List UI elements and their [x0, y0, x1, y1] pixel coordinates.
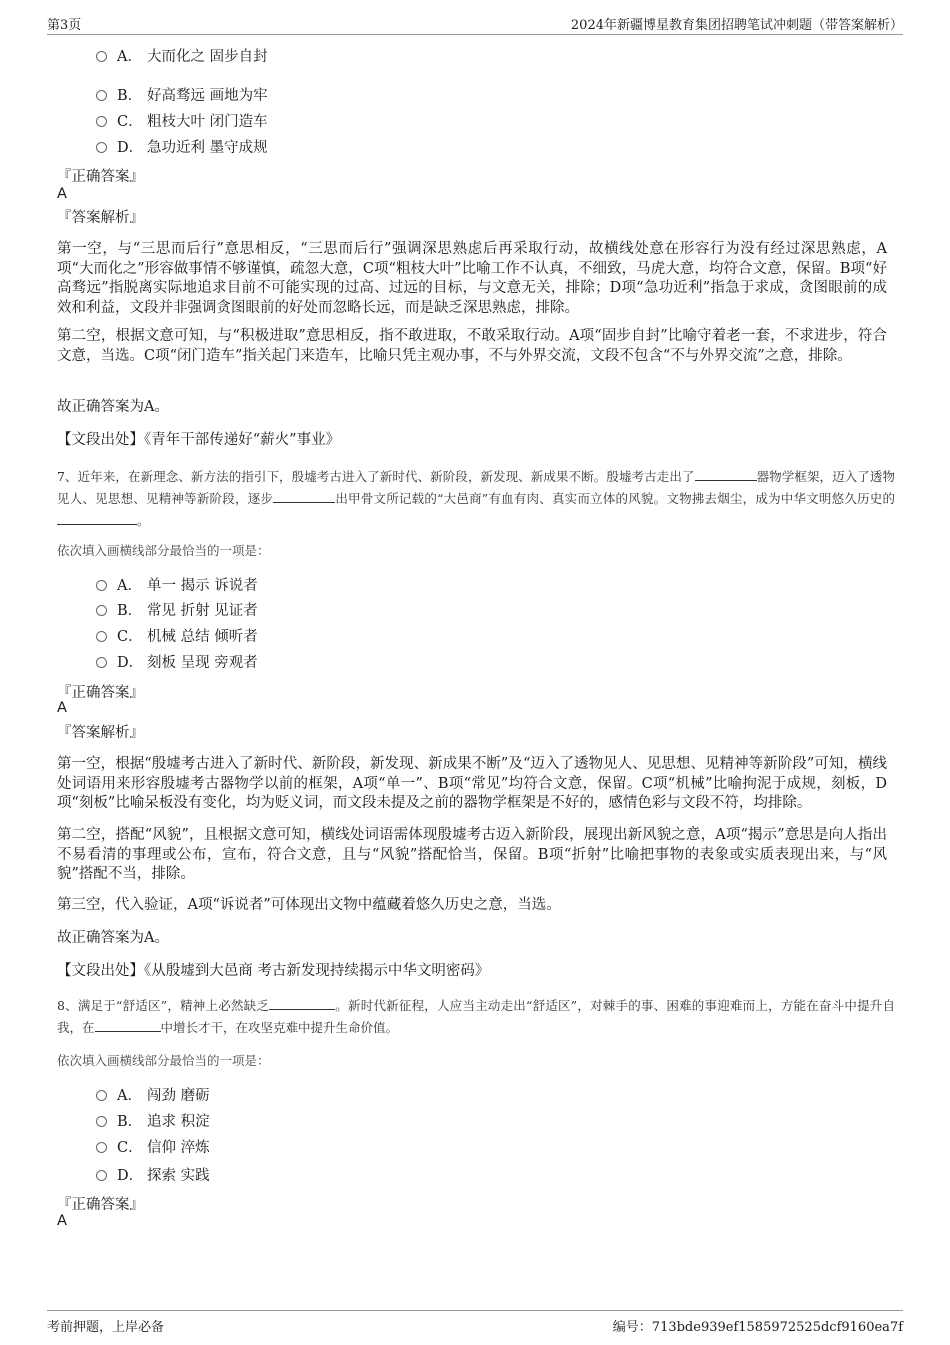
q6-answer-label: 『正确答案』: [57, 169, 144, 185]
page-header: [47, 12, 903, 35]
document-id: 编号：713bde939ef1585972525dcf9160ea7f: [612, 1320, 903, 1335]
blank-2[interactable]: [95, 1019, 161, 1032]
q7-analysis-para-1: 第一空，根据“殷墟考古进入了新时代、新阶段，新发现、新成果不断”及“迈入了透物见人、见思想、见精神等新阶段”可知，横线处词语用来形容殷墟考古器物学以前的框架，A项“单一”、B项“常见”均符合文意，保留。C项“机械”比喻拘泥于成规，刻板，D项“刻板”比喻呆板没有变化，均为贬义词，而文段未提及之前的器物学框架是不好的，感情色彩与文段不符，均排除。: [57, 756, 887, 811]
blank-2[interactable]: [273, 490, 335, 503]
q6-analysis-label: 『答案解析』: [57, 210, 144, 226]
q7-answer: A: [57, 700, 67, 716]
q7-option-a[interactable]: A． 单一 揭示 诉说者: [96, 576, 258, 596]
q6-analysis-conclusion: 故正确答案为A。: [57, 399, 169, 415]
q6-option-c[interactable]: C． 粗枝大叶 闭门造车: [96, 112, 268, 132]
q7-option-c[interactable]: C． 机械 总结 倾听者: [96, 627, 258, 647]
q7-source: 【文段出处】《从殷墟到大邑商 考古新发现持续揭示中华文明密码》: [57, 963, 490, 979]
q7-analysis-para-2: 第二空，搭配“风貌”，且根据文意可知，横线处词语需体现殷墟考古迈入新阶段，展现出新风貌之意，A项“揭示”意思是向人指出不易看清的事理或公布，宣布，符合文意，且与“风貌”搭配恰当，保留。B项“折射”比喻把事物的表象或实质表现出来，与“风貌”搭配不当，排除。: [57, 827, 887, 882]
radio-icon[interactable]: [96, 116, 107, 127]
q6-source: 【文段出处】《青年干部传递好“薪火”事业》: [57, 432, 341, 448]
blank-1[interactable]: [695, 468, 757, 481]
radio-icon[interactable]: [96, 580, 107, 591]
q7-analysis-conclusion: 故正确答案为A。: [57, 930, 169, 946]
q8-instruction: 依次填入画横线部分最恰当的一项是：: [57, 1053, 270, 1068]
q8-answer-label: 『正确答案』: [57, 1197, 144, 1213]
q6-analysis-para-2: 第二空，根据文意可知，与“积极进取”意思相反，指不敢进取，不敢采取行动。A项“固步自封”比喻守着老一套，不求进步，符合文意，当选。C项“闭门造车”指关起门来造车，比喻只凭主观办事，不与外界交流，文段不包含“不与外界交流”之意，排除。: [57, 328, 887, 364]
radio-icon[interactable]: [96, 631, 107, 642]
q7-answer-label: 『正确答案』: [57, 685, 144, 701]
radio-icon[interactable]: [96, 51, 107, 62]
footer-slogan: 考前押题，上岸必备: [47, 1320, 165, 1335]
blank-3[interactable]: [57, 512, 137, 525]
q6-option-b[interactable]: B． 好高骛远 画地为牢: [96, 86, 268, 106]
radio-icon[interactable]: [96, 605, 107, 616]
q8-option-b[interactable]: B． 追求 积淀: [96, 1112, 210, 1132]
q8-stem: 8、满足于“舒适区”，精神上必然缺乏 。新时代新征程，人应当主动走出“舒适区”，对棘手的事、困难的事迎难而上，方能在奋斗中提升自我，在 中增长才干，在攻坚克难中提升生命价值。: [57, 998, 895, 1035]
q8-option-d[interactable]: D． 探索 实践: [96, 1166, 210, 1186]
q8-option-a[interactable]: A． 闯劲 磨砺: [96, 1086, 210, 1106]
q7-instruction: 依次填入画横线部分最恰当的一项是：: [57, 543, 270, 558]
radio-icon[interactable]: [96, 657, 107, 668]
radio-icon[interactable]: [96, 1090, 107, 1101]
radio-icon[interactable]: [96, 90, 107, 101]
radio-icon[interactable]: [96, 142, 107, 153]
page-number: 第3页: [47, 18, 82, 33]
q6-option-d[interactable]: D． 急功近利 墨守成规: [96, 138, 268, 158]
document-title: 2024年新疆博星教育集团招聘笔试冲刺题（带答案解析）: [570, 18, 903, 33]
blank-1[interactable]: [269, 997, 335, 1010]
q7-analysis-para-3: 第三空，代入验证，A项“诉说者”可体现出文物中蕴藏着悠久历史之意，当选。: [57, 897, 561, 913]
q7-option-d[interactable]: D． 刻板 呈现 旁观者: [96, 653, 258, 673]
q7-analysis-label: 『答案解析』: [57, 725, 144, 741]
page-footer: [47, 1310, 903, 1335]
radio-icon[interactable]: [96, 1116, 107, 1127]
q7-option-b[interactable]: B． 常见 折射 见证者: [96, 601, 258, 621]
q6-answer: A: [57, 186, 67, 202]
q8-option-c[interactable]: C． 信仰 淬炼: [96, 1138, 210, 1158]
q6-option-a[interactable]: A． 大而化之 固步自封: [96, 47, 268, 67]
radio-icon[interactable]: [96, 1170, 107, 1181]
q6-analysis-para-1: 第一空，与“三思而后行”意思相反，“三思而后行”强调深思熟虑后再采取行动，故横线处意在形容行为没有经过深思熟虑，A项“大而化之”形容做事情不够谨慎，疏忽大意，C项“粗枝大叶”比喻工作不认真，不细致，马虎大意，均符合文意，保留。B项“好高骛远”指脱离实际地追求目前不可能实现的过高、过远的目标，与文意无关，排除；D项“急功近利”指急于求成，贪图眼前的成效和利益，文段并非强调贪图眼前的好处而忽略长远，而是缺乏深思熟虑，排除。: [57, 241, 887, 316]
q7-stem: 7、近年来，在新理念、新方法的指引下，殷墟考古进入了新时代、新阶段，新发现、新成果不断。殷墟考古走出了 器物学框架，迈入了透物见人、见思想、见精神等新阶段，逐步 出甲骨文所记载的“大邑商”有血有肉、真实而立体的风貌。文物拂去烟尘，成为中华文明悠久历史的。: [57, 469, 895, 528]
q8-answer: A: [57, 1213, 67, 1229]
radio-icon[interactable]: [96, 1142, 107, 1153]
